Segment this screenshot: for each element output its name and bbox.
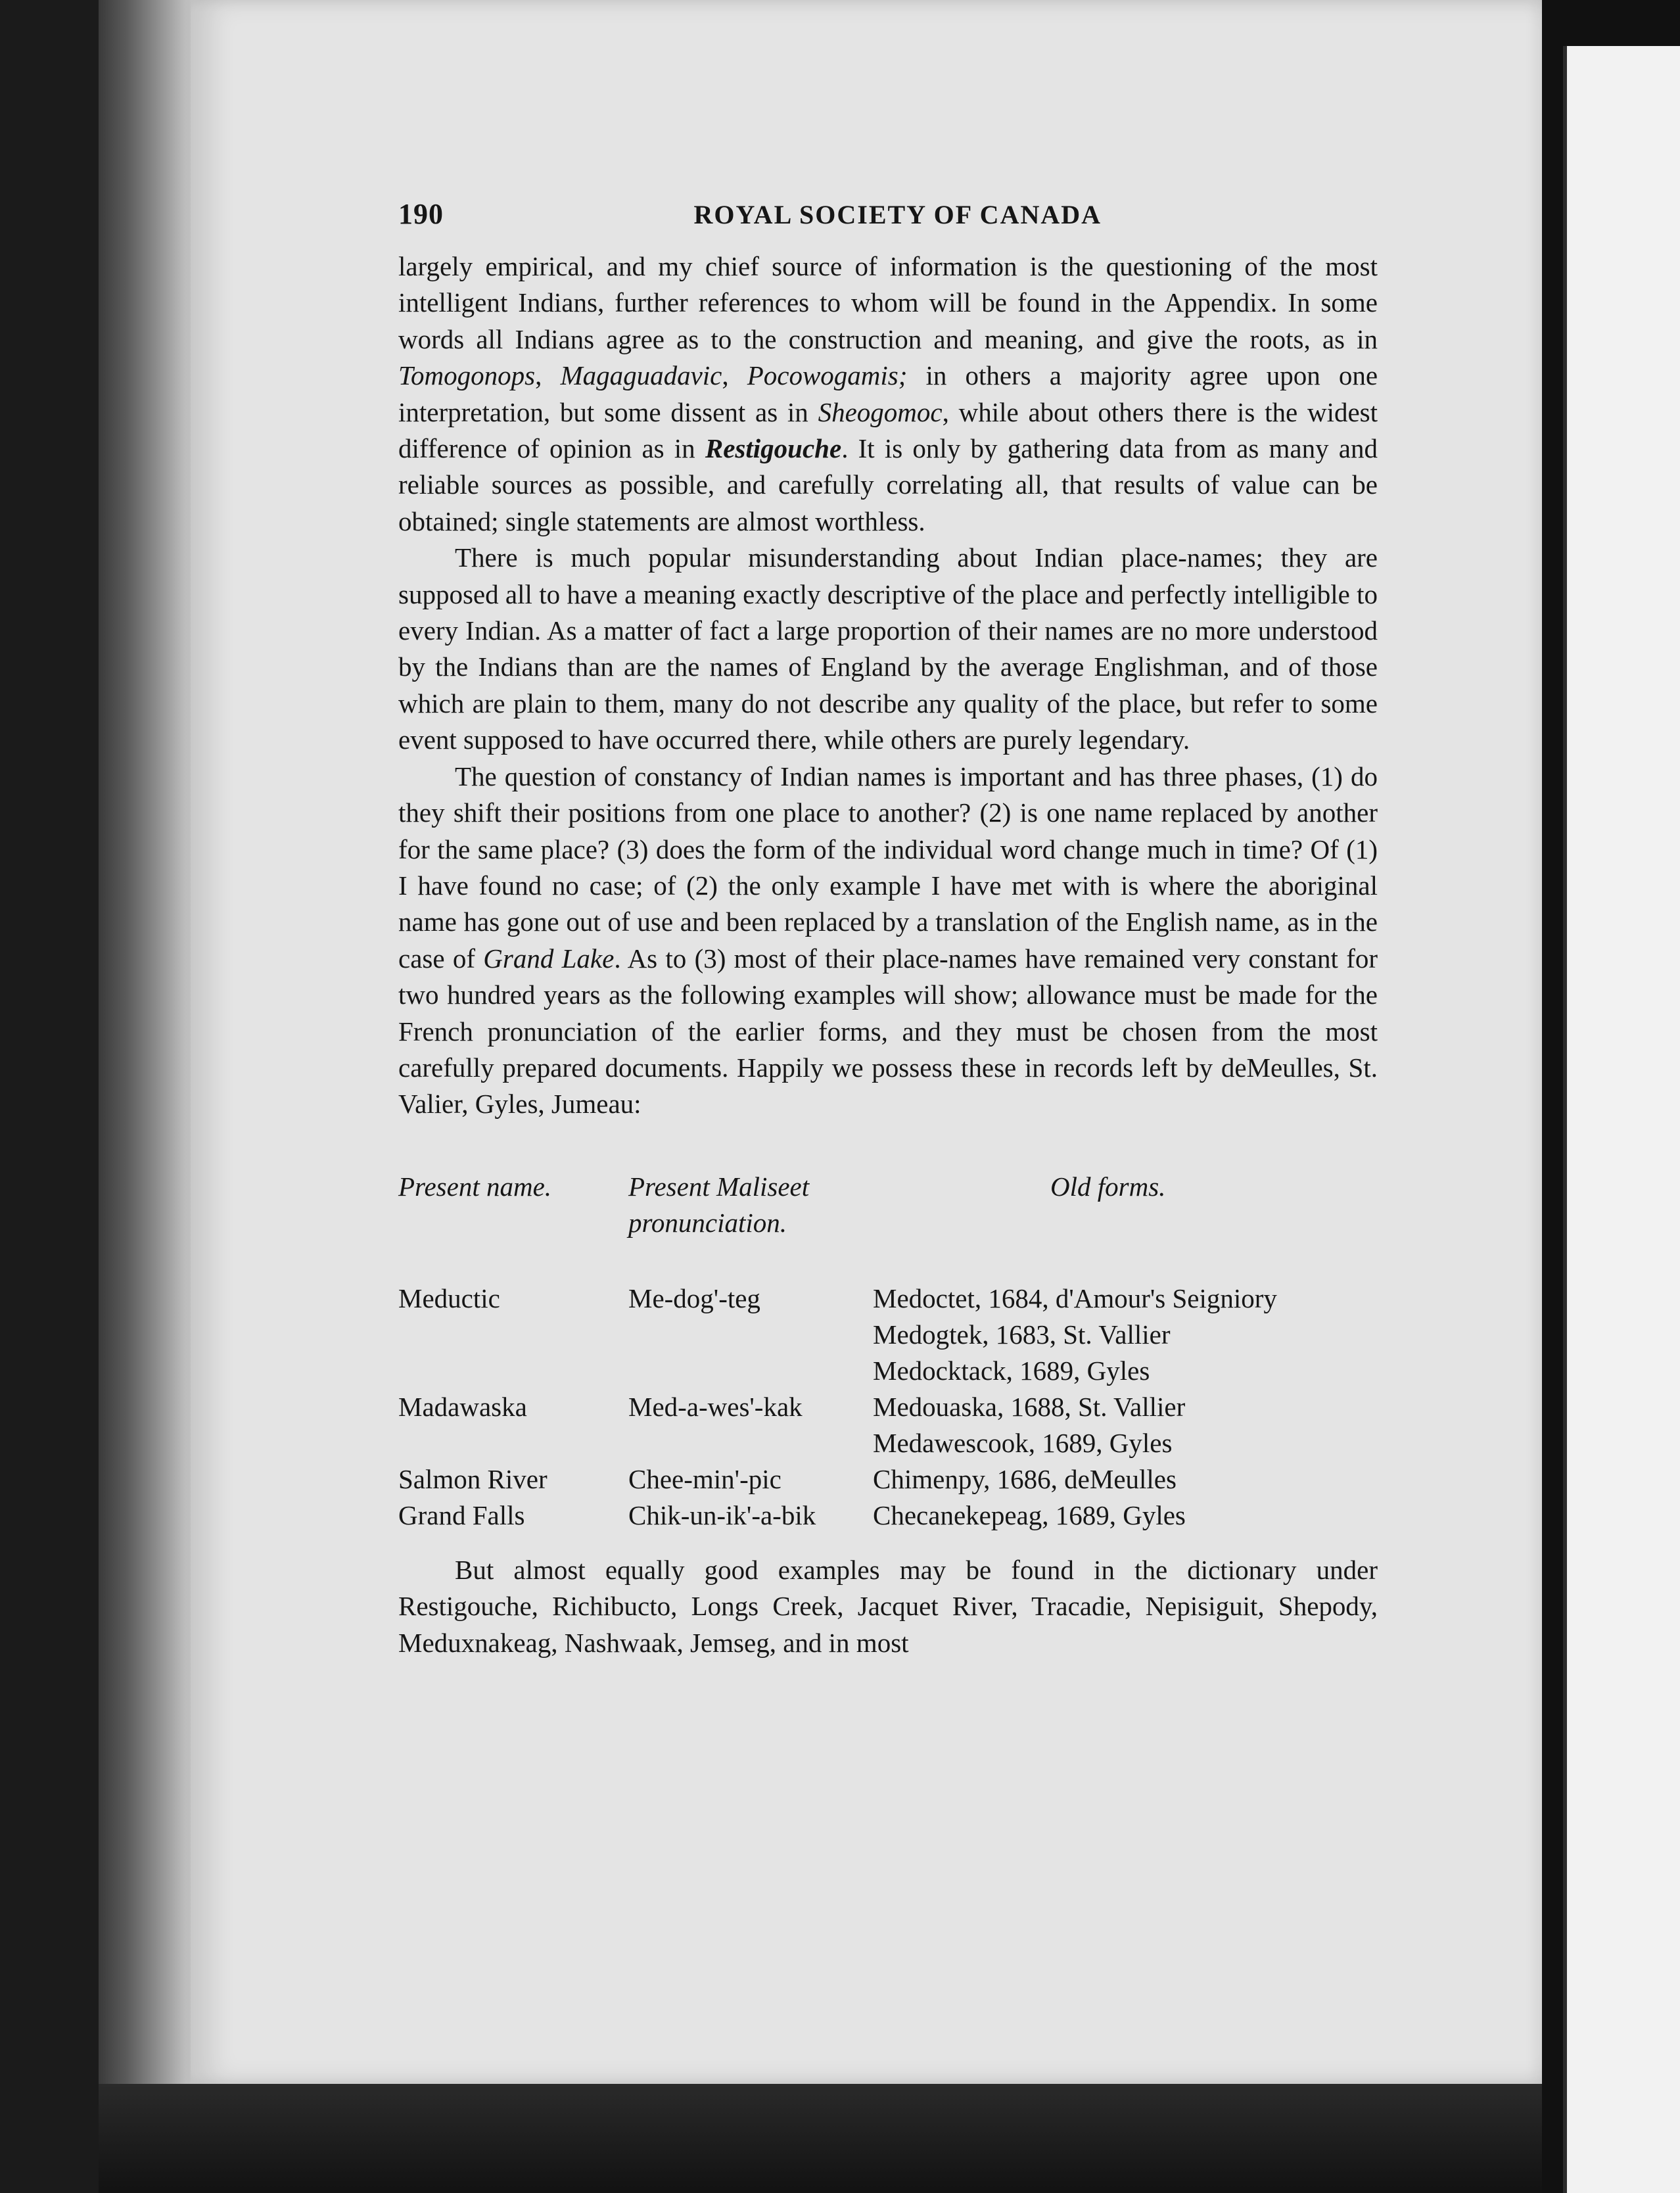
table-body — [398, 1281, 1378, 1534]
header-maliseet-pronunciation — [628, 1169, 873, 1281]
running-head — [398, 197, 1378, 237]
cell-old-forms — [873, 1461, 1378, 1497]
header-old-forms: Old forms. — [1050, 1171, 1166, 1202]
old-form-entry: Checanekepeag, 1689, Gyles — [873, 1499, 1186, 1530]
text-segment: Tomogonops — [398, 360, 536, 391]
text-segment: The question of constancy of Indian names is important and has three phases, (1) do they shift their positions from one place to another? (2) is one name replaced by another for the same place? (3) does the form of the individual word change much in time? Of (1) I have found no case; of (2) the only example I have met with is where the aboriginal name has gone out of use and been replaced by a translation of the English name, as in the case of — [398, 761, 1378, 974]
header-present-name: Present name. — [398, 1171, 552, 1202]
page-bottom-shadow — [99, 2084, 1545, 2193]
cell-old-forms — [873, 1497, 1378, 1534]
paragraph-1 — [398, 248, 1378, 540]
text-segment: Sheogomoc — [818, 396, 943, 427]
old-form-entry: Medawescook, 1689, Gyles — [873, 1427, 1173, 1458]
text-segment: Magaguadavic — [560, 360, 722, 391]
cell-maliseet-pronunciation: Chik-un-ik'-a-bik — [628, 1499, 816, 1530]
cell-present-name: Meductic — [398, 1283, 500, 1313]
table-header-row — [398, 1169, 1378, 1281]
cell-present-name: Madawaska — [398, 1391, 527, 1422]
text-segment: , — [722, 360, 747, 391]
closing-paragraph: But almost equally good examples may be found in the dictionary under Restigouche, Richibucto, Longs Creek, Jacquet River, Tracadie, Nepisiguit, Shepody, Meduxnakeag, Nashwaak, Jemseg, and in most — [398, 1554, 1378, 1658]
old-form-entry: Medouaska, 1688, St. Vallier — [873, 1391, 1186, 1422]
text-segment: . As to (3) most of their place-names have remained very constant for two hundred years as the following examples will show; allowance must be made for the French pronunciation of the earlier forms, and they must be chosen from the most carefully prepared documents. Happily we possess these in records left by deMeulles, St. Valier, Gyles, Jumeau: — [398, 943, 1378, 1120]
old-form-entry: Medocktack, 1689, Gyles — [873, 1355, 1150, 1386]
cell-maliseet-pronunciation: Me-dog'-teg — [628, 1283, 760, 1313]
page-content — [398, 197, 1378, 1661]
old-form-entry: Medogtek, 1683, St. Vallier — [873, 1319, 1171, 1350]
table-row — [398, 1461, 1378, 1497]
text-segment: Pocowogamis; — [747, 360, 908, 391]
text-segment: There is much popular misunderstanding about Indian place-names; they are supposed all to have a meaning exactly descriptive of the place and perfectly intelligible to every Indian. As a matter of fact a large proportion of their names are no more understood by the Indians than are the names of England by the average Englishman, and of those which are plain to them, many do not describe any quality of the place, but refer to some event supposed to have occurred there, while others are purely legendary. — [398, 542, 1378, 755]
text-segment: , — [535, 360, 561, 391]
old-form-entry: Medoctet, 1684, d'Amour's Seigniory — [873, 1283, 1277, 1313]
table-row — [398, 1497, 1378, 1534]
text-segment: largely empirical, and my chief source of information is the questioning of the most intelligent Indians, further references to whom will be found in the Appendix. In some words all Indians agree as to the construction and meaning, and give the roots, as in — [398, 251, 1378, 354]
paragraph-3 — [398, 759, 1378, 1123]
old-form-entry: Chimenpy, 1686, deMeulles — [873, 1463, 1177, 1494]
text-segment: Grand Lake — [483, 943, 615, 974]
page-number: 190 — [398, 198, 444, 230]
cell-present-name: Salmon River — [398, 1463, 548, 1494]
running-title: ROYAL SOCIETY OF CANADA — [693, 200, 1102, 229]
header-maliseet-line2: pronunciation. — [628, 1207, 787, 1238]
cell-maliseet-pronunciation: Med-a-wes'-kak — [628, 1391, 803, 1422]
table-row — [398, 1389, 1378, 1461]
cell-present-name: Grand Falls — [398, 1499, 525, 1530]
cell-maliseet-pronunciation: Chee-min'-pic — [628, 1463, 782, 1494]
text-segment: in others a majority agree upon one interpretation, but some dissent as in — [398, 360, 1378, 427]
place-names-table — [398, 1169, 1378, 1534]
paragraph-2 — [398, 540, 1378, 758]
cell-old-forms — [873, 1389, 1378, 1461]
adjacent-page — [1563, 46, 1680, 2193]
cell-old-forms — [873, 1281, 1378, 1389]
header-maliseet-line1: Present Maliseet — [628, 1171, 810, 1202]
text-segment: , while about others there is the widest difference of opinion as in — [398, 396, 1378, 464]
table-row — [398, 1281, 1378, 1389]
text-segment: Restigouche — [705, 433, 842, 464]
text-segment: . It is only by gathering data from as many and reliable sources as possible, and carefully correlating all, that results of value can be obtained; single statements are almost worthless. — [398, 433, 1378, 536]
